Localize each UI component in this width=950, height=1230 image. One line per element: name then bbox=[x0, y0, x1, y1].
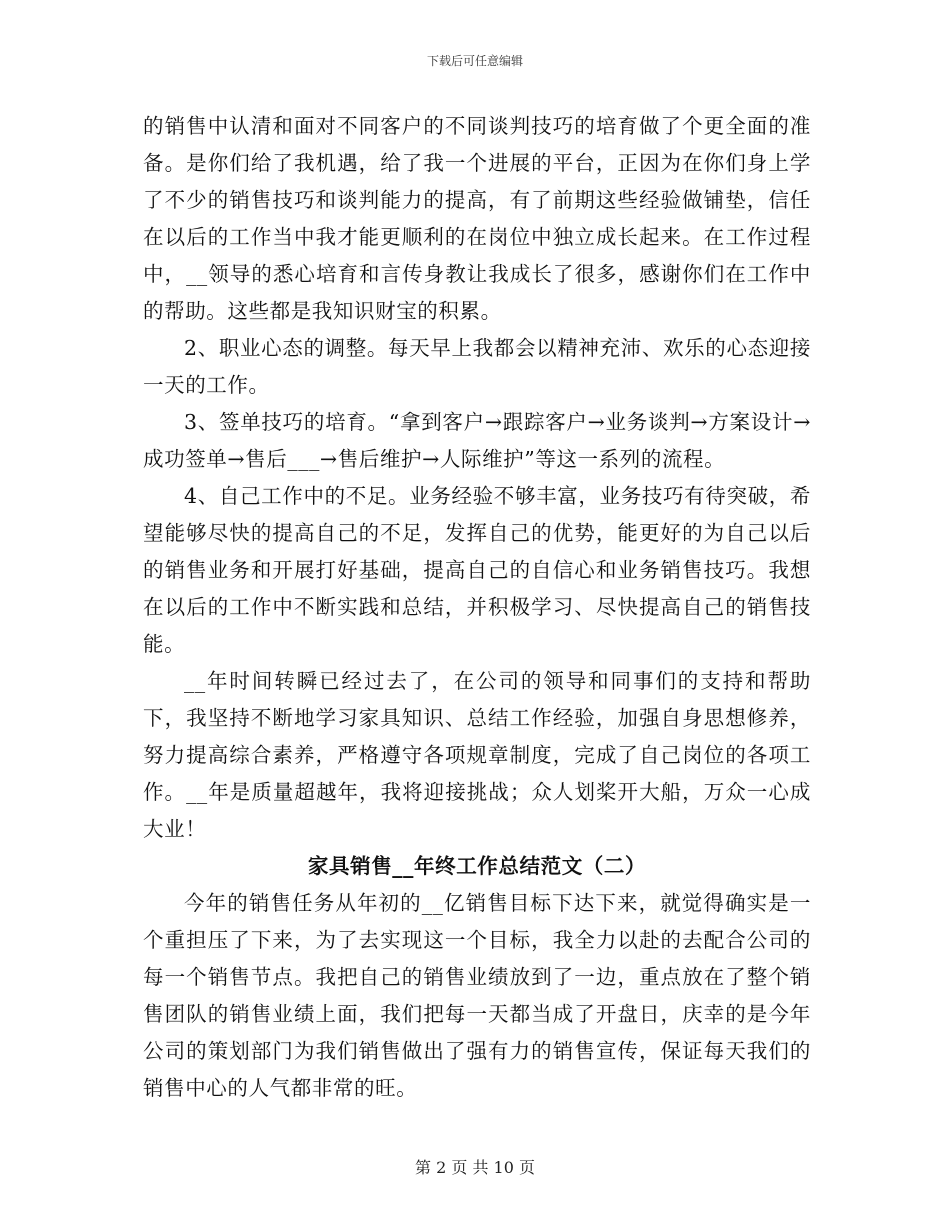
document-body bbox=[143, 108, 811, 1107]
paragraph-continuation: 的销售中认清和面对不同客户的不同谈判技巧的培育做了个更全面的准备。是你们给了我机遇，给了我一个进展的平台，正因为在你们身上学了不少的销售技巧和谈判能力的提高，有了前期这些经验做铺垫，信任在以后的工作当中我才能更顺利的在岗位中独立成长起来。在工作过程中，__领导的悉心培育和言传身教让我成长了很多，感谢你们在工作中的帮助。这些都是我知识财宝的积累。 bbox=[143, 114, 811, 323]
paragraph-summary: __年时间转瞬已经过去了，在公司的领导和同事们的支持和帮助下，我坚持不断地学习家具知识、总结工作经验，加强自身思想修养，努力提高综合素养，严格遵守各项规章制度，完成了自己岗位的各项工作。__年是质量超越年，我将迎接挑战；众人划桨开大船，万众一心成大业！ bbox=[143, 669, 811, 841]
page-header: 下载后可任意编辑 bbox=[426, 54, 523, 68]
section-paragraph: 今年的销售任务从年初的__亿销售目标下达下来，就觉得确实是一个重担压了下来，为了去实现这一个目标，我全力以赴的去配合公司的每一个销售节点。我把自己的销售业绩放到了一边，重点放在了整个销售团队的销售业绩上面，我们把每一天都当成了开盘日，庆幸的是今年公司的策划部门为我们销售做出了强有力的销售宣传，保证每天我们的销售中心的人气都非常的旺。 bbox=[143, 891, 811, 1100]
paragraph-item-3: 3、签单技巧的培育。“拿到客户→跟踪客户→业务谈判→方案设计→成功签单→售后___→售后维护→人际维护”等这一系列的流程。 bbox=[143, 410, 811, 471]
paragraph-item-4: 4、自己工作中的不足。业务经验不够丰富，业务技巧有待突破，希望能够尽快的提高自己的不足，发挥自己的优势，能更好的为自己以后的销售业务和开展打好基础，提高自己的自信心和业务销售技巧。我想在以后的工作中不断实践和总结，并积极学习、尽快提高自己的销售技能。 bbox=[143, 484, 811, 656]
paragraph-item-2: 2、职业心态的调整。每天早上我都会以精神充沛、欢乐的心态迎接一天的工作。 bbox=[143, 336, 811, 397]
page-footer: 第 2 页 共 10 页 bbox=[415, 1158, 535, 1177]
section-title: 家具销售__年终工作总结范文（二） bbox=[307, 854, 647, 878]
